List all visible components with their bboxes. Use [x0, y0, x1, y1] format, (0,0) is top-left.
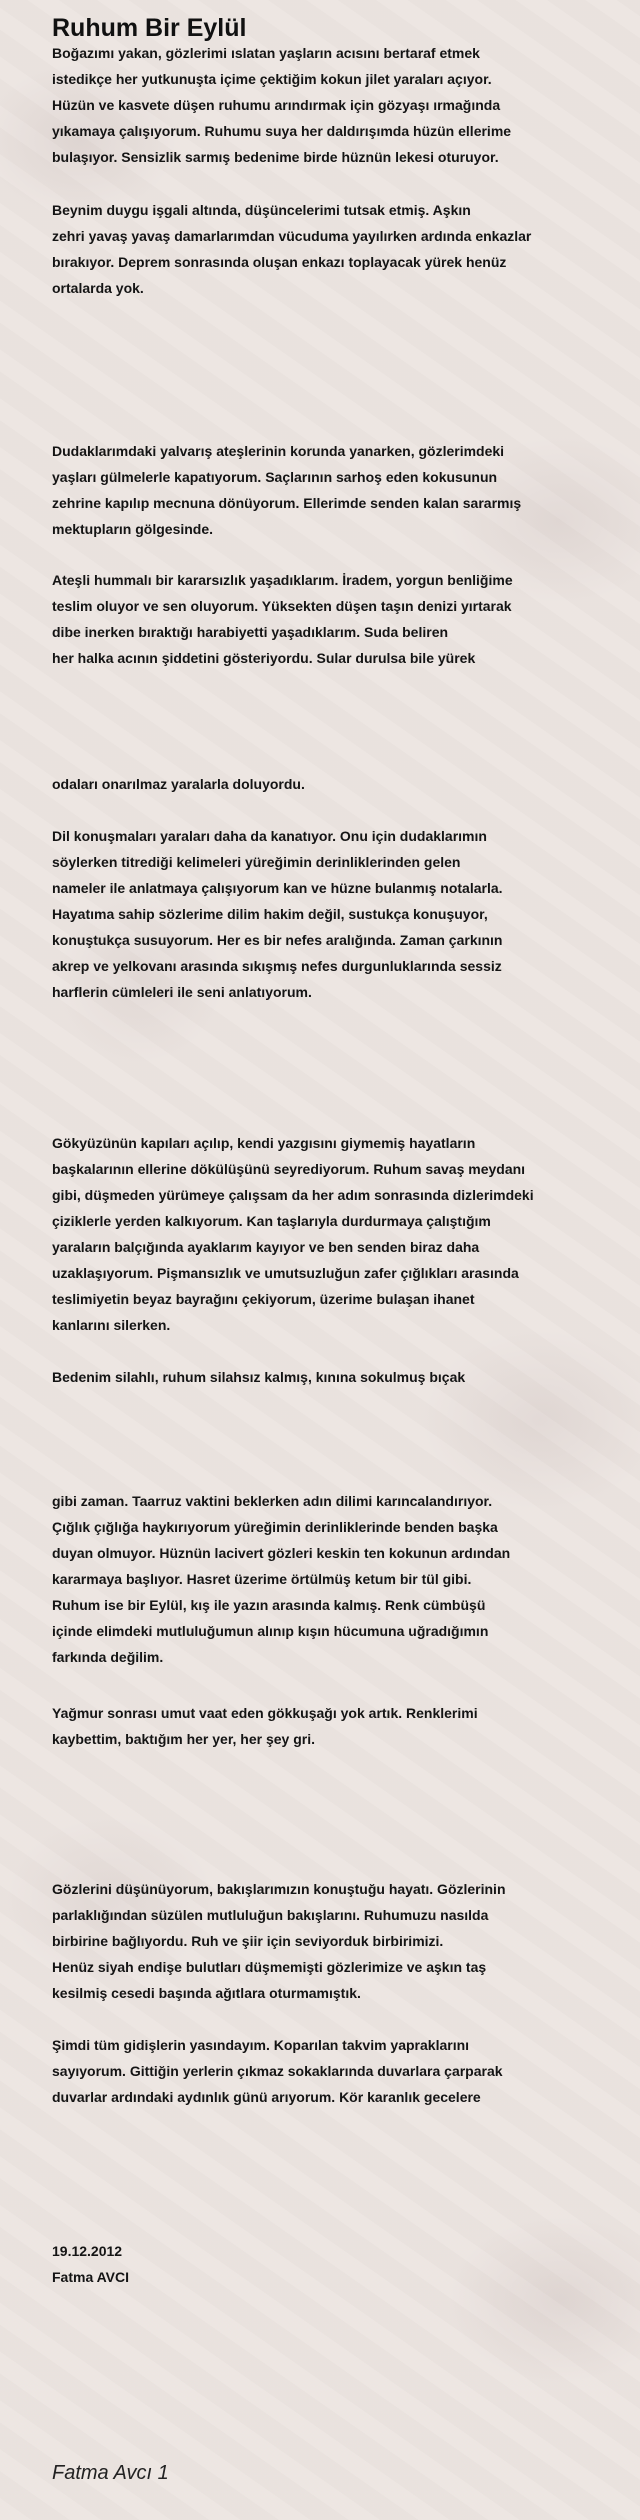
stanza-line: Hüzün ve kasvete düşen ruhumu arındırmak için gözyaşı ırmağında	[52, 97, 501, 113]
stanza-10	[52, 1700, 612, 1752]
poem-author: Fatma AVCI	[52, 2269, 130, 2285]
stanza-line: Şimdi tüm gidişlerin yasındayım. Koparılan takvim yapraklarını	[52, 2037, 470, 2053]
stanza-line: Bedenim silahlı, ruhum silahsız kalmış, kınına sokulmuş bıçak	[52, 1369, 466, 1385]
stanza-line: harflerin cümleleri ile seni anlatıyorum.	[52, 984, 312, 1000]
stanza-line: ortalarda yok.	[52, 280, 144, 296]
stanza-line: Ruhum ise bir Eylül, kış ile yazın arasında kalmış. Renk cümbüşü	[52, 1597, 486, 1613]
stanza-line: birbirine bağlıyordu. Ruh ve şiir için seviyorduk birbirimizi.	[52, 1933, 444, 1949]
stanza-line: parlaklığından süzülen mutluluğun bakışlarını. Ruhumuzu nasılda	[52, 1907, 489, 1923]
stanza-line: sayıyorum. Gittiğin yerlerin çıkmaz sokaklarında duvarlara çarparak	[52, 2063, 503, 2079]
stanza-6	[52, 823, 612, 1005]
stanza-7	[52, 1130, 612, 1338]
stanza-line: duvarlar ardındaki aydınlık günü arıyorum. Kör karanlık gecelere	[52, 2089, 481, 2105]
stanza-line: gibi, düşmeden yürümeye çalışsam da her adım sonrasında dizlerimdeki	[52, 1187, 534, 1203]
stanza-line: zehri yavaş yavaş damarlarımdan vücuduma yayılırken ardında enkazlar	[52, 228, 532, 244]
stanza-line: Yağmur sonrası umut vaat eden gökkuşağı yok artık. Renklerimi	[52, 1705, 478, 1721]
signature: Fatma Avcı 1	[52, 2462, 169, 2484]
stanza-11	[52, 1876, 612, 2006]
stanza-line: çiziklerle yerden kalkıyorum. Kan taşlarıyla durdurmaya çalıştığım	[52, 1213, 491, 1229]
stanza-line: teslim oluyor ve sen oluyorum. Yüksekten düşen taşın denizi yırtarak	[52, 598, 512, 614]
stanza-line: gibi zaman. Taarruz vaktini beklerken adın dilimi karıncalandırıyor.	[52, 1493, 493, 1509]
stanza-line: yıkamaya çalışıyorum. Ruhumu suya her daldırışımda hüzün ellerime	[52, 123, 512, 139]
date-author-block	[52, 2238, 612, 2290]
poem-date: 19.12.2012	[52, 2243, 123, 2259]
stanza-1	[52, 40, 612, 170]
stanza-line: Boğazımı yakan, gözlerimi ıslatan yaşların acısını bertaraf etmek	[52, 45, 480, 61]
stanza-line: odaları onarılmaz yaralarla doluyordu.	[52, 776, 305, 792]
stanza-2	[52, 197, 612, 301]
stanza-line: her halka acının şiddetini gösteriyordu. Sular durulsa bile yürek	[52, 650, 476, 666]
stanza-line: zehrine kapılıp mecnuna dönüyorum. Ellerimde senden kalan sararmış	[52, 495, 522, 511]
stanza-12	[52, 2032, 612, 2110]
stanza-line: yaraların balçığında ayaklarım kayıyor ve ben senden biraz daha	[52, 1239, 480, 1255]
stanza-5	[52, 771, 612, 797]
stanza-4	[52, 567, 612, 671]
stanza-line: Gözlerini düşünüyorum, bakışlarımızın konuştuğu hayatı. Gözlerinin	[52, 1881, 506, 1897]
stanza-line: teslimiyetin beyaz bayrağını çekiyorum, üzerime bulaşan ihanet	[52, 1291, 475, 1307]
stanza-line: Hayatıma sahip sözlerime dilim hakim değil, sustukça konuşuyor,	[52, 906, 488, 922]
stanza-line: akrep ve yelkovanı arasında sıkışmış nefes durgunluklarında sessiz	[52, 958, 502, 974]
poem-title: Ruhum Bir Eylül	[52, 14, 247, 42]
stanza-3	[52, 438, 612, 542]
stanza-line: bırakıyor. Deprem sonrasında oluşan enkazı toplayacak yürek henüz	[52, 254, 507, 270]
stanza-line: Çığlık çığlığa haykırıyorum yüreğimin derinliklerinde benden başka	[52, 1519, 498, 1535]
stanza-line: nameler ile anlatmaya çalışıyorum kan ve hüzne bulanmış notalarla.	[52, 880, 503, 896]
stanza-line: Henüz siyah endişe bulutları düşmemişti gözlerimize ve aşkın taş	[52, 1959, 487, 1975]
stanza-line: söylerken titrediği kelimeleri yüreğimin derinliklerinden gelen	[52, 854, 461, 870]
stanza-line: konuştukça susuyorum. Her es bir nefes aralığında. Zaman çarkının	[52, 932, 503, 948]
stanza-line: Beynim duygu işgali altında, düşüncelerimi tutsak etmiş. Aşkın	[52, 202, 471, 218]
stanza-9	[52, 1488, 612, 1670]
stanza-line: kesilmiş cesedi başında ağıtlara oturmamıştık.	[52, 1985, 361, 2001]
stanza-line: başkalarının ellerine dökülüşünü seyrediyorum. Ruhum savaş meydanı	[52, 1161, 526, 1177]
stanza-line: istedikçe her yutkunuşta içime çektiğim kokun jilet yaraları açıyor.	[52, 71, 492, 87]
stanza-line: kanlarını silerken.	[52, 1317, 171, 1333]
stanza-8	[52, 1364, 612, 1390]
stanza-line: duyan olmuyor. Hüznün lacivert gözleri keskin ten kokunun ardından	[52, 1545, 511, 1561]
stanza-line: dibe inerken bıraktığı harabiyetti yaşadıklarım. Suda beliren	[52, 624, 449, 640]
stanza-line: bulaşıyor. Sensizlik sarmış bedenime birde hüznün lekesi oturuyor.	[52, 149, 499, 165]
stanza-line: Ateşli hummalı bir kararsızlık yaşadıklarım. İradem, yorgun benliğime	[52, 572, 513, 588]
stanza-line: içinde elimdeki mutluluğumun alınıp kışın hücumuna uğradığımın	[52, 1623, 489, 1639]
stanza-line: mektupların gölgesinde.	[52, 521, 214, 537]
stanza-line: Dudaklarımdaki yalvarış ateşlerinin korunda yanarken, gözlerimdeki	[52, 443, 505, 459]
stanza-line: kaybettim, baktığım her yer, her şey gri.	[52, 1731, 315, 1747]
stanza-line: yaşları gülmelerle kapatıyorum. Saçlarının sarhoş eden kokusunun	[52, 469, 498, 485]
stanza-line: Gökyüzünün kapıları açılıp, kendi yazgısını giymemiş hayatların	[52, 1135, 476, 1151]
stanza-line: kararmaya başlıyor. Hasret üzerime örtülmüş ketum bir tül gibi.	[52, 1571, 472, 1587]
stanza-line: farkında değilim.	[52, 1649, 164, 1665]
stanza-line: uzaklaşıyorum. Pişmansızlık ve umutsuzluğun zafer çığlıkları arasında	[52, 1265, 519, 1281]
stanza-line: Dil konuşmaları yaraları daha da kanatıyor. Onu için dudaklarımın	[52, 828, 487, 844]
